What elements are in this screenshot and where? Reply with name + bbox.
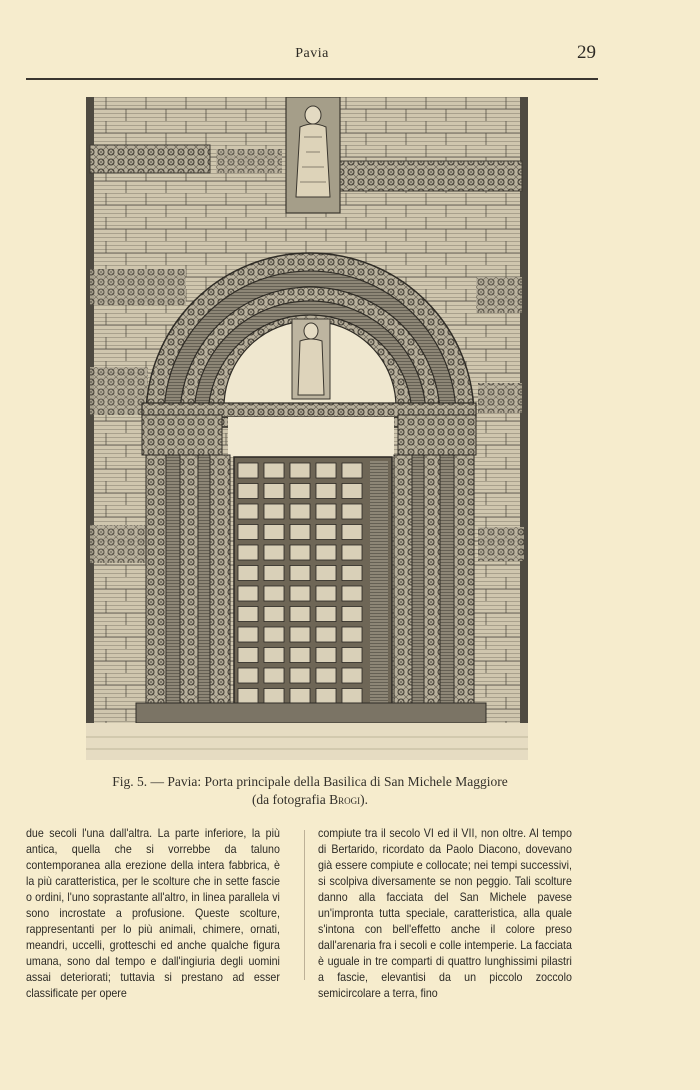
door-panel (238, 689, 258, 704)
door-panel (264, 463, 284, 478)
body-column-right (318, 826, 572, 1002)
door-panel (342, 484, 362, 499)
caption-photographer: Brogi (329, 792, 361, 807)
door-panel (238, 504, 258, 519)
door-panel (290, 627, 310, 642)
body-paragraph-right: compiute tra il secolo VI ed il VII, non oltre. Al tempo di Bertarido, ricordato da Paolo Diacono, dovevano già essere compiute e collocate; nei tempi successivi, si scolpiva diversamente se non peggio. Tali scolture danno alla facciata del San Michele pavese un'impronta tutta speciale, caratteristica, alla quale s'intona con bell'effetto anche il colore preso dall'arenaria fra i secoli e colle intemperie. La facciata è uguale in tre comparti di quattro lunghissimi pilastri a fascie, elevantisi da un piccolo zoccolo semicircolare a terra, fino (318, 827, 572, 1000)
door-panel (264, 525, 284, 540)
door-panel (342, 545, 362, 560)
door-panel (316, 525, 336, 540)
door-panel (316, 484, 336, 499)
body-column-left (26, 826, 280, 1002)
door-panel (238, 463, 258, 478)
door-panel (264, 566, 284, 581)
page-header (26, 40, 598, 70)
door-panel (290, 566, 310, 581)
caption-line-2 (60, 791, 560, 809)
door-panel (290, 586, 310, 601)
door-panel (342, 525, 362, 540)
door-panel (342, 586, 362, 601)
figure-caption (60, 773, 560, 809)
door-panel (342, 463, 362, 478)
door-panel (342, 504, 362, 519)
door-panel (316, 627, 336, 642)
door-panel (290, 648, 310, 663)
header-rule (26, 78, 598, 80)
door-panel (342, 668, 362, 683)
door-panel (264, 504, 284, 519)
page-number: 29 (577, 42, 596, 63)
door-panel (238, 668, 258, 683)
door-panel (238, 607, 258, 622)
door-panel (290, 504, 310, 519)
door-panel (316, 566, 336, 581)
door-panel (264, 648, 284, 663)
door-panel (290, 668, 310, 683)
door-panel (238, 648, 258, 663)
door-panel (290, 689, 310, 704)
door-panel (264, 607, 284, 622)
door-panel (238, 627, 258, 642)
door-panel (316, 668, 336, 683)
door-panel (264, 689, 284, 704)
door-panel (290, 463, 310, 478)
door-panel (316, 463, 336, 478)
body-paragraph-left: due secoli l'una dall'altra. La parte inferiore, la più antica, quella che si vorrebbe da taluno contemporanea alla erezione della intera fabbrica, è la più caratteristica, per le scolture che in sette fascie o ordini, l'uno soprastante all'altro, in linea parallela vi sono incrostate a profusione. Queste scolture, rappresentanti per lo più animali, chimere, ornati, meandri, uccelli, grotteschi ed anche qualche figura umana, sono dal tempo e dall'ingiuria degli uomini assai deteriorati; tuttavia si prestano ad esser classificate per opere (26, 827, 280, 1000)
door-panel (342, 648, 362, 663)
door-panel (290, 607, 310, 622)
caption-source-prefix: (da fotografia (251, 792, 330, 807)
door-panel (238, 545, 258, 560)
door-panel (342, 607, 362, 622)
door-panel (316, 689, 336, 704)
door-panel (290, 525, 310, 540)
door-panel (316, 648, 336, 663)
door-panel (238, 484, 258, 499)
column-divider (304, 830, 305, 980)
door-panel (342, 689, 362, 704)
door-panel (290, 545, 310, 560)
door-panel (238, 566, 258, 581)
door-panel (264, 586, 284, 601)
door-panel (264, 545, 284, 560)
door-panel (264, 484, 284, 499)
caption-line-1: Fig. 5. — Pavia: Porta principale della Basilica di San Michele Maggiore (112, 774, 508, 789)
door-panel (316, 504, 336, 519)
running-head: Pavia (295, 46, 329, 61)
door-panel (342, 566, 362, 581)
door-panel (238, 586, 258, 601)
door-panel (342, 627, 362, 642)
figure-portal-engraving (86, 97, 528, 760)
door-panel (316, 586, 336, 601)
door-panel (316, 545, 336, 560)
door-panel (238, 525, 258, 540)
door-panel (290, 484, 310, 499)
door-panel (264, 668, 284, 683)
door-panel (264, 627, 284, 642)
door-panel (316, 607, 336, 622)
caption-source-suffix: ). (360, 792, 369, 807)
